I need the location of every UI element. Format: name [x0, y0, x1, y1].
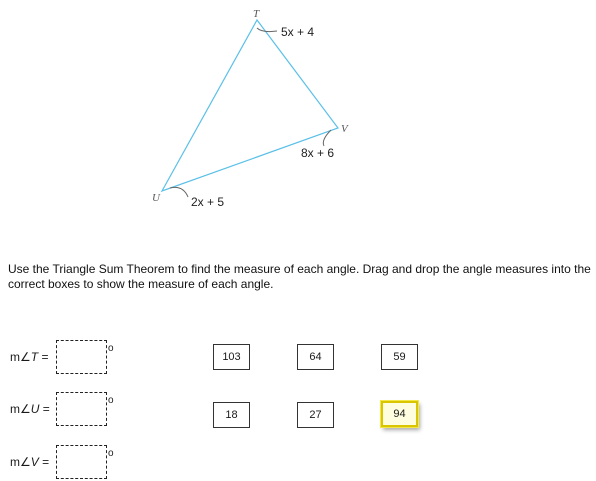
drop-box-v[interactable]	[56, 445, 107, 479]
answer-tile[interactable]: 59	[381, 344, 418, 370]
angle-measure-label-t: m∠T =	[10, 350, 49, 364]
angle-measure-label-v: m∠V =	[10, 455, 50, 469]
answer-tile[interactable]: 64	[297, 344, 334, 370]
angle-label-u: 2x + 5	[191, 195, 225, 209]
answer-tile-selected[interactable]: 94	[381, 401, 418, 427]
angle-arc-u	[170, 187, 188, 197]
degree-symbol: o	[108, 395, 114, 406]
angle-label-v: 8x + 6	[301, 146, 335, 160]
vertex-label-v: V	[341, 123, 348, 135]
angle-measure-label-u: m∠U =	[10, 402, 50, 416]
answer-tile[interactable]: 103	[213, 344, 250, 370]
drop-box-u[interactable]	[56, 392, 107, 426]
answer-tile[interactable]: 27	[297, 402, 334, 428]
triangle-tuv	[162, 20, 338, 191]
drop-box-t[interactable]	[56, 340, 107, 374]
vertex-label-u: U	[152, 192, 160, 204]
answer-tile[interactable]: 18	[213, 402, 250, 428]
degree-symbol: o	[108, 448, 114, 459]
vertex-label-t: T	[253, 8, 260, 20]
angle-arc-t	[257, 28, 277, 32]
angle-label-t: 5x + 4	[281, 25, 315, 39]
degree-symbol: o	[108, 343, 114, 354]
instructions-text: Use the Triangle Sum Theorem to find the measure of each angle. Drag and drop the angle measures into the correct boxes to show the measure of each angle.	[8, 262, 591, 291]
